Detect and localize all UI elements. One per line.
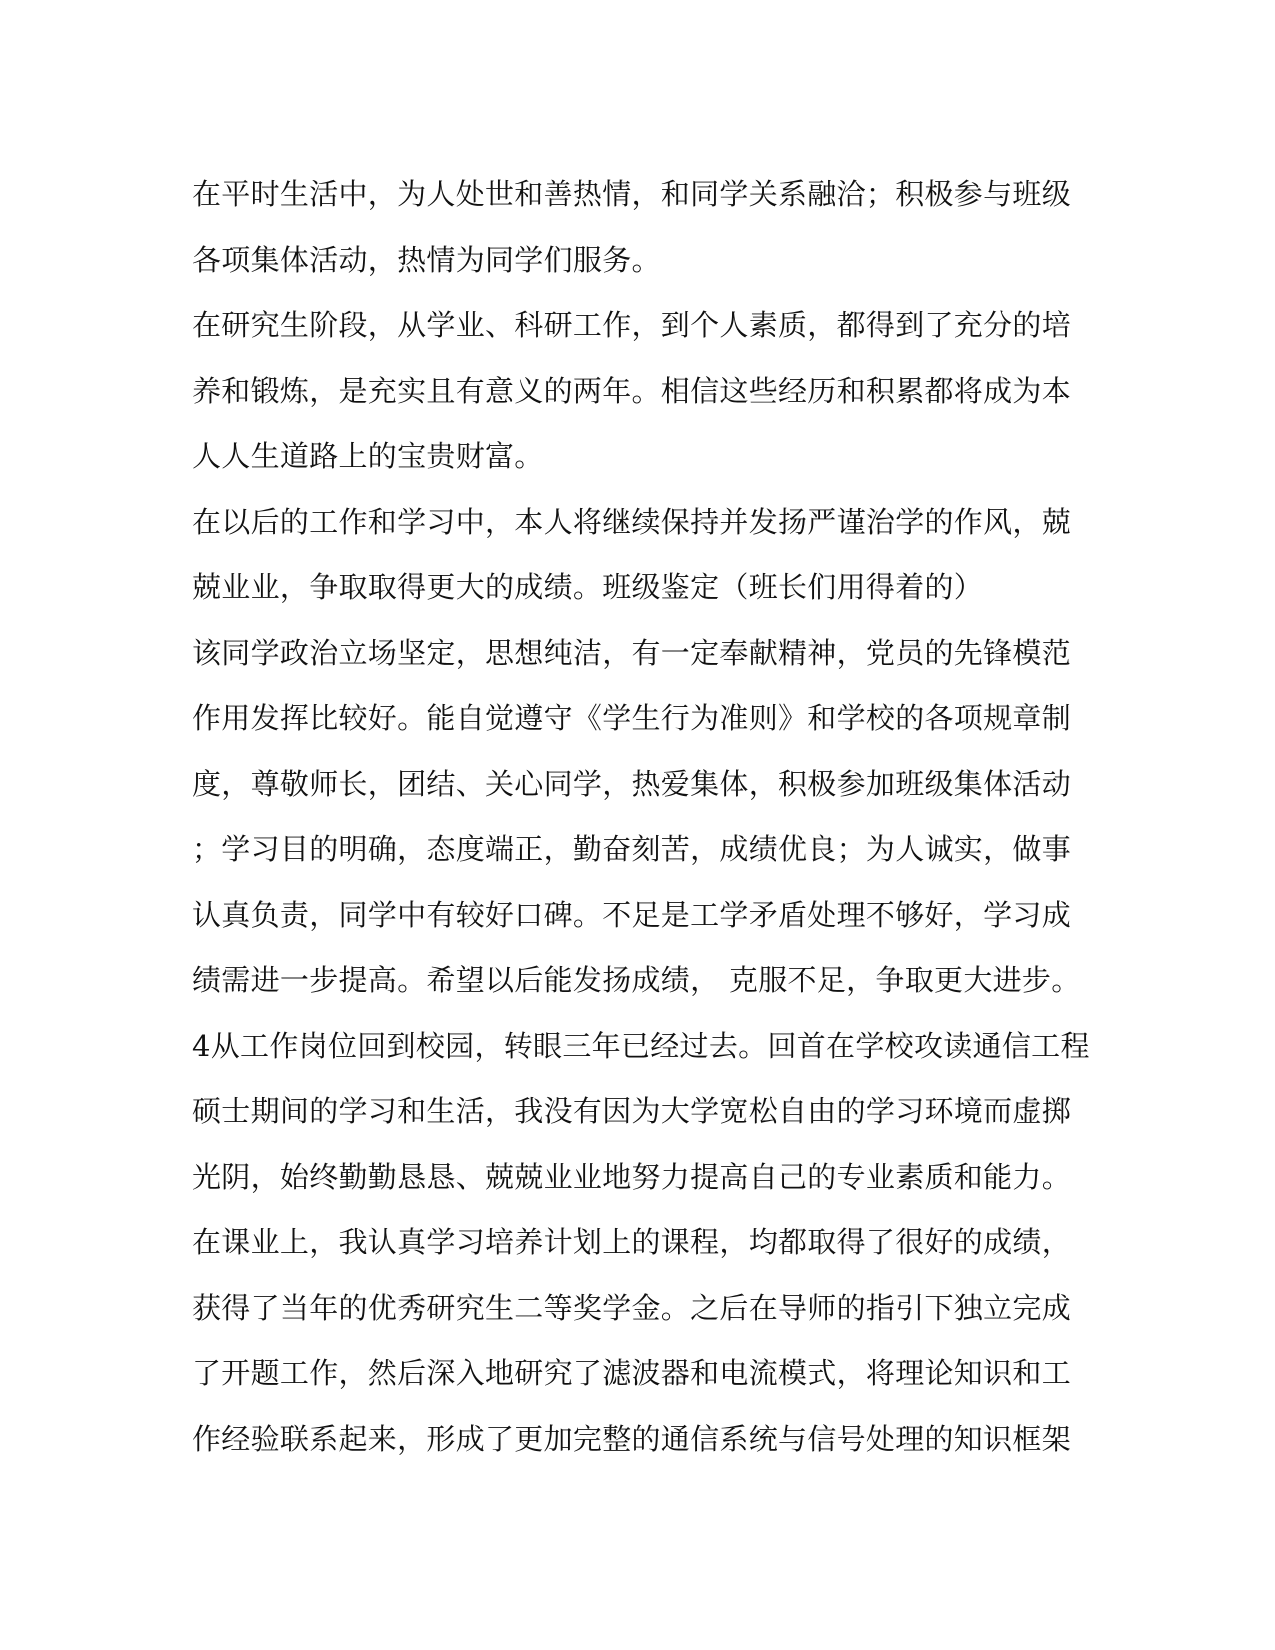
text-line: 认真负责，同学中有较好口碑。不足是工学矛盾处理不够好，学习成 — [192, 897, 1072, 932]
text-line: 度，尊敬师长，团结、关心同学，热爱集体，积极参加班级集体活动 — [192, 766, 1072, 801]
text-line: 在研究生阶段，从学业、科研工作，到个人素质，都得到了充分的培 — [192, 308, 1072, 342]
text-line: 获得了当年的优秀研究生二等奖学金。之后在导师的指引下独立完成 — [192, 1290, 1072, 1325]
document-body — [192, 162, 1092, 1472]
text-line: 各项集体活动，热情为同学们服务。 — [192, 242, 661, 277]
text-line: ；学习目的明确，态度端正，勤奋刻苦，成绩优良；为人诚实，做事 — [192, 832, 1072, 866]
text-line: 作用发挥比较好。能自觉遵守《学生行为准则》和学校的各项规章制 — [192, 701, 1072, 735]
text-line: 在以后的工作和学习中，本人将继续保持并发扬严谨治学的作风，兢 — [192, 504, 1072, 539]
text-line: 该同学政治立场坚定，思想纯洁，有一定奉献精神，党员的先锋模范 — [192, 635, 1072, 670]
text-line: 了开题工作，然后深入地研究了滤波器和电流模式，将理论知识和工 — [192, 1356, 1072, 1390]
text-line: 作经验联系起来，形成了更加完整的通信系统与信号处理的知识框架 — [192, 1421, 1072, 1456]
text-line: 在平时生活中，为人处世和善热情，和同学关系融洽；积极参与班级 — [192, 177, 1072, 211]
text-line: 人人生道路上的宝贵财富。 — [192, 439, 544, 473]
text-line: 硕士期间的学习和生活，我没有因为大学宽松自由的学习环境而虚掷 — [192, 1094, 1072, 1128]
text-line: 兢业业，争取取得更大的成绩。班级鉴定（班长们用得着的） — [192, 570, 984, 604]
text-line: 光阴，始终勤勤恳恳、兢兢业业地努力提高自己的专业素质和能力。 — [192, 1159, 1072, 1194]
text-line: 养和锻炼，是充实且有意义的两年。相信这些经历和积累都将成为本 — [192, 373, 1072, 408]
text-line: 4从工作岗位回到校园，转眼三年已经过去。回首在学校攻读通信工程 — [192, 1028, 1090, 1063]
text-line: 绩需进一步提高。希望以后能发扬成绩， 克服不足，争取更大进步。 — [192, 963, 1081, 997]
text-line: 在课业上，我认真学习培养计划上的课程，均都取得了很好的成绩， — [192, 1225, 1072, 1259]
